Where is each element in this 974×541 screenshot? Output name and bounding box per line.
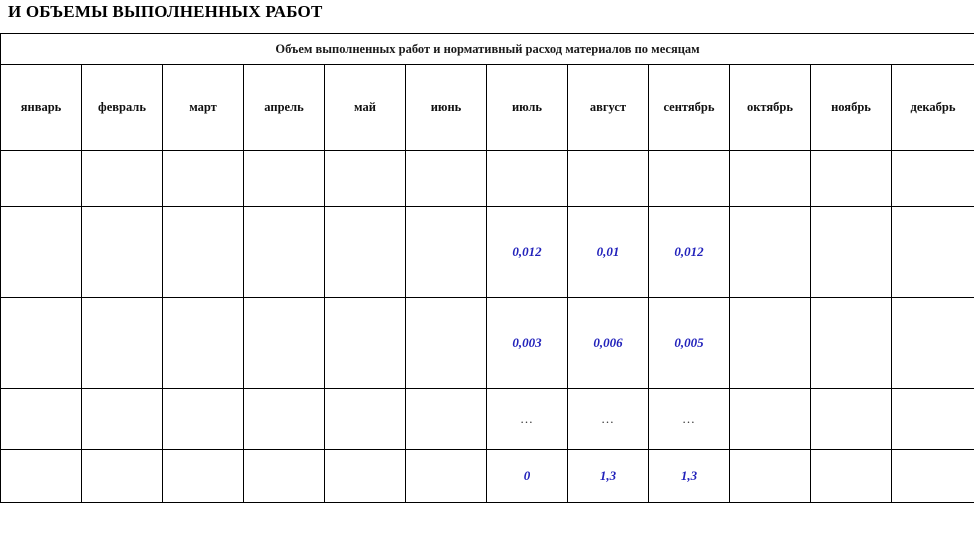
table-row xyxy=(1,151,974,207)
table-cell xyxy=(325,151,406,207)
table-cell xyxy=(82,389,163,450)
table-cell xyxy=(649,151,730,207)
table-cell xyxy=(325,298,406,389)
table-cell: 0,003 xyxy=(487,298,568,389)
table-cell xyxy=(406,151,487,207)
table-cell xyxy=(892,207,974,298)
table-cell: … xyxy=(568,389,649,450)
column-header-october: октябрь xyxy=(730,65,811,151)
table-cell xyxy=(406,389,487,450)
table-cell xyxy=(1,298,82,389)
table-row xyxy=(1,207,974,298)
table-cell xyxy=(406,450,487,503)
work-volume-table xyxy=(0,33,974,503)
table-cell xyxy=(892,298,974,389)
table-cell: … xyxy=(487,389,568,450)
table-cell xyxy=(244,151,325,207)
table-cell xyxy=(892,450,974,503)
table-row xyxy=(1,389,974,450)
table-cell: 1,3 xyxy=(568,450,649,503)
table-cell xyxy=(730,298,811,389)
table-cell xyxy=(82,207,163,298)
table-cell xyxy=(811,450,892,503)
column-header-april: апрель xyxy=(244,65,325,151)
column-header-january: январь xyxy=(1,65,82,151)
page-title: И ОБЪЕМЫ ВЫПОЛНЕННЫХ РАБОТ xyxy=(8,2,323,21)
table-row xyxy=(1,450,974,503)
table-cell xyxy=(163,389,244,450)
table-cell xyxy=(163,450,244,503)
column-header-march: март xyxy=(163,65,244,151)
table-cell xyxy=(325,450,406,503)
table-cell: 0,005 xyxy=(649,298,730,389)
table-cell xyxy=(1,151,82,207)
table-cell xyxy=(1,450,82,503)
column-header-february: февраль xyxy=(82,65,163,151)
table-cell xyxy=(487,151,568,207)
table-cell xyxy=(892,389,974,450)
table-cell xyxy=(892,151,974,207)
table-cell: 0,01 xyxy=(568,207,649,298)
column-header-july: июль xyxy=(487,65,568,151)
table-cell xyxy=(730,207,811,298)
table-cell xyxy=(811,207,892,298)
table-cell xyxy=(244,450,325,503)
table-cell xyxy=(811,389,892,450)
table-row xyxy=(1,298,974,389)
table-banner-row xyxy=(1,34,974,65)
banner-title: Объем выполненных работ и нормативный расход материалов по месяцам xyxy=(1,34,974,65)
column-header-september: сентябрь xyxy=(649,65,730,151)
table-cell xyxy=(406,298,487,389)
table-cell xyxy=(244,207,325,298)
table-cell: 0,012 xyxy=(487,207,568,298)
column-header-may: май xyxy=(325,65,406,151)
column-header-june: июнь xyxy=(406,65,487,151)
table-cell xyxy=(325,389,406,450)
table-cell: 0,006 xyxy=(568,298,649,389)
table-cell xyxy=(1,207,82,298)
table-cell xyxy=(730,389,811,450)
table-cell: 1,3 xyxy=(649,450,730,503)
table-cell xyxy=(730,450,811,503)
table-cell: 0,012 xyxy=(649,207,730,298)
table-cell xyxy=(568,151,649,207)
table-cell xyxy=(406,207,487,298)
table-cell xyxy=(163,151,244,207)
table-cell: … xyxy=(649,389,730,450)
column-header-august: август xyxy=(568,65,649,151)
table-cell xyxy=(82,298,163,389)
table-cell xyxy=(730,151,811,207)
table-cell xyxy=(82,151,163,207)
table-cell xyxy=(163,207,244,298)
table-cell xyxy=(811,298,892,389)
table-cell xyxy=(82,450,163,503)
column-header-november: ноябрь xyxy=(811,65,892,151)
table-cell xyxy=(163,298,244,389)
column-header-december: декабрь xyxy=(892,65,974,151)
table-cell xyxy=(1,389,82,450)
table-cell xyxy=(244,298,325,389)
table-cell xyxy=(244,389,325,450)
table-cell xyxy=(325,207,406,298)
table-header-row xyxy=(1,65,974,151)
table-cell xyxy=(811,151,892,207)
table-cell: 0 xyxy=(487,450,568,503)
